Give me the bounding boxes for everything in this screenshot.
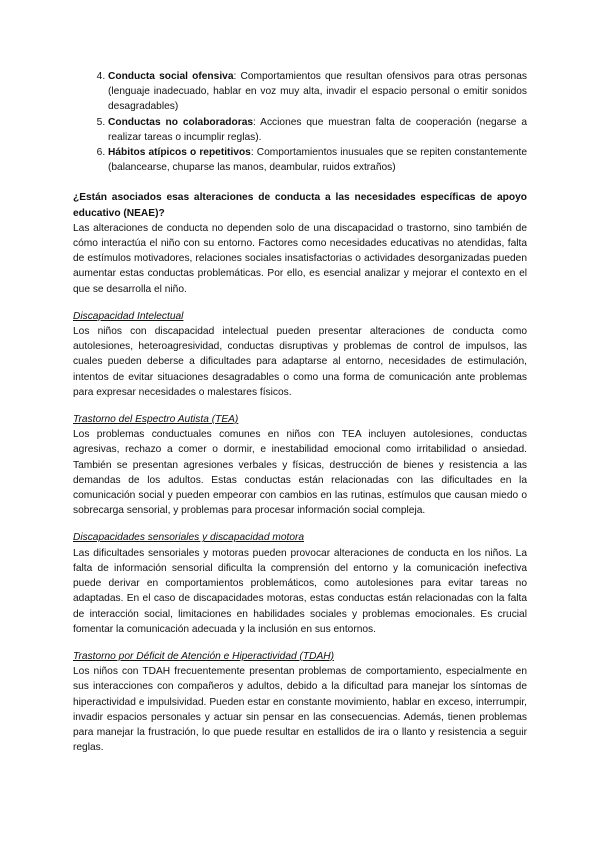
section-question: ¿Están asociados esas alteraciones de conducta a las necesidades específicas de apoyo educativo (NEAE)? — [73, 192, 527, 219]
section-body-tdah: Los niños con TDAH frecuentemente presentan problemas de comportamiento, especialmente en sus interacciones con compañeros y adultos, debido a la dificultad para manejar los síntomas de hiperactividad e impulsividad. Pueden estar en constante movimiento, hablar en exceso, interrumpir, invadir espacios personales y actuar sin pensar en las consecuencias. Además, tienen problemas para manejar la frustración, lo que puede resultar en estallidos de ira o llanto y resistencia a seguir reglas. — [73, 666, 527, 754]
list-item-term: Hábitos atípicos o repetitivos — [108, 147, 251, 159]
list-item-text: : Comportamientos inusuales que se repiten constantemente (balancearse, chuparse las manos, deambular, ruidos extraños) — [108, 147, 527, 174]
behavior-list — [73, 69, 527, 175]
section-heading-tdah: Trastorno por Déficit de Atención e Hiperactividad (TDAH) — [73, 650, 335, 662]
document-page — [73, 69, 527, 755]
section-body-sensory-motor: Las dificultades sensoriales y motoras pueden provocar alteraciones de conducta en los niños. La falta de información sensorial dificulta la comprensión del entorno y la comunicación inefectiva puede derivar en comportamientos problemáticos, como autolesiones para evitar tareas no adaptadas. En el caso de discapacidades motoras, estas conductas están relacionadas con la falta de interacción social, limitaciones en habilidades sociales y problemas emocionales. Es crucial fomentar la comunicación adecuada y la inclusión en sus entornos. — [73, 547, 527, 635]
section-body-intellectual: Los niños con discapacidad intelectual pueden presentar alteraciones de conducta como autolesiones, heteroagresividad, conductas disruptivas y problemas de control de impulsos, las cuales pueden deberse a dificultades para adaptarse al entorno, necesidades de estimulación, intentos de evitar situaciones desagradables o como una forma de comunicación ante problemas para expresar necesidades o malestares físicos. — [73, 326, 527, 398]
section-heading-sensory-motor: Discapacidades sensoriales y discapacidad motora — [73, 532, 305, 544]
intro-paragraph: Las alteraciones de conducta no dependen solo de una discapacidad o trastorno, sino también de cómo interactúa el niño con su entorno. Factores como necesidades educativas no atendidas, falta de estímulos motivadores, relaciones sociales insatisfactorias o actividades desorganizadas pueden aumentar estas conductas problemáticas. Por ello, es esencial analizar y mejorar el contexto en el que se desarrolla el niño. — [73, 222, 527, 295]
list-item-text: : Acciones que muestran falta de cooperación (negarse a realizar tareas o incumplir reglas). — [108, 116, 527, 143]
list-item — [108, 145, 527, 175]
section-heading-tea: Trastorno del Espectro Autista (TEA) — [73, 414, 239, 426]
list-item-term: Conducta social ofensiva — [108, 71, 234, 82]
list-item-term: Conductas no colaboradoras — [108, 116, 254, 128]
section-body-tea: Los problemas conductuales comunes en niños con TEA incluyen autolesiones, conductas agresivas, rechazo a comer o dormir, e inestabilidad emocional como irritabilidad o ansiedad. También se presentan agresiones verbales y físicas, destrucción de bienes y resistencia a las demandas de los adultos. Estas conductas están relacionadas con las dificultades en la comunicación social y pueden empeorar con cambios en las rutinas, estímulos que causan miedo o sobrecarga sensorial, y problemas para procesar información social compleja. — [73, 429, 527, 517]
list-item-text: : Comportamientos que resultan ofensivos para otras personas (lenguaje inadecuado, hablar en voz muy alta, invadir el espacio personal o emitir sonidos desagradables) — [108, 71, 527, 113]
list-item — [108, 69, 527, 115]
section-heading-intellectual: Discapacidad Intelectual — [73, 310, 184, 322]
list-item — [108, 115, 527, 145]
